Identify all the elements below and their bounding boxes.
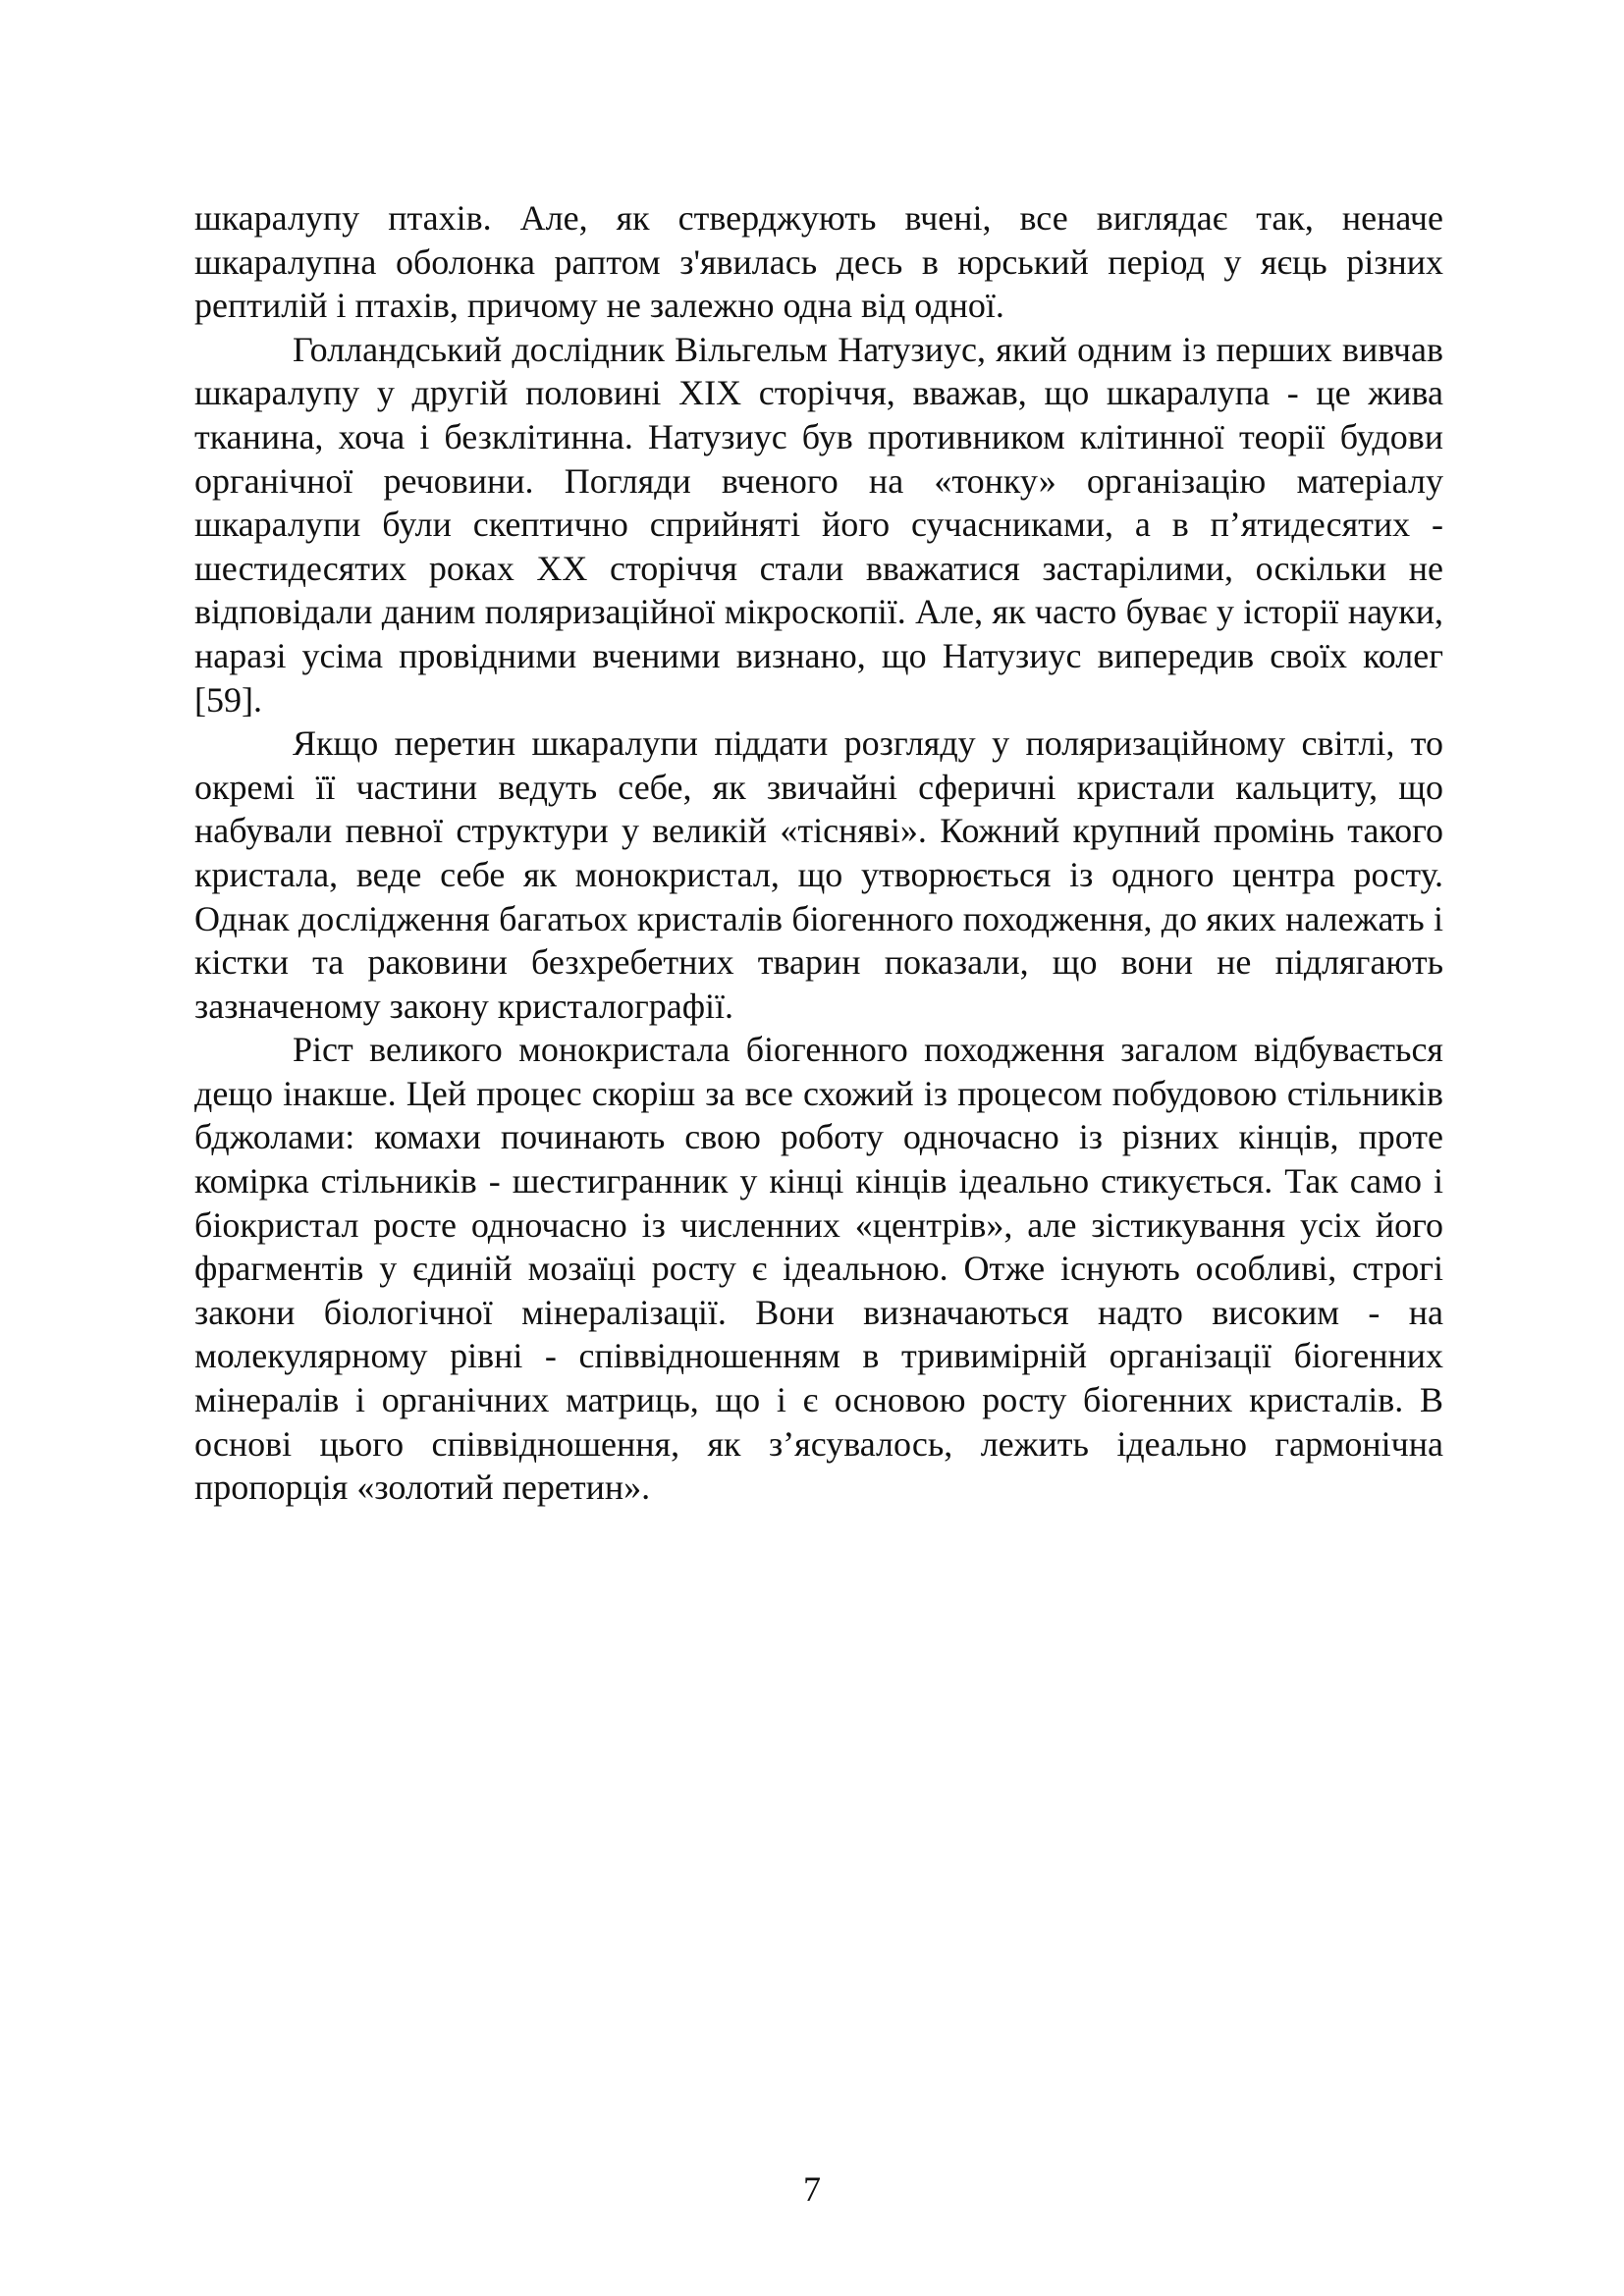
paragraph-monocrystal-growth: Ріст великого монокристала біогенного походження загалом відбувається дещо інакше. Цей процес скоріш за все схожий із процесом побудовою стільників бджолами: комахи починають свою роботу одночасно із різних кінців, проте комірка стільників - шестигранник у кінці кінців ідеально стикується. Так само і біокристал росте одночасно із численних «центрів», але зістикування усіх його фрагментів у єдиній мозаїці росту є ідеальною. Отже існують особливі, строгі закони біологічної мінералізації. Вони визначаються надто високим - на молекулярному рівні - співвідношенням в тривимірній організації біогенних мінералів і органічних матриць, що і є основою росту біогенних кристалів. В основі цього співвідношення, як з’ясувалось, лежить ідеально гармонічна пропорція «золотий перетин». <box>194 1030 1443 1508</box>
paragraph-natusius: Голландський дослідник Вільгельм Натузиус, який одним із перших вивчав шкаралупу у другій половині XIX сторіччя, вважав, що шкаралупа - це жива тканина, хоча і безклітинна. Натузиус був противником клітинної теорії будови органічної речовини. Погляди вченого на «тонку» організацію матеріалу шкаралупи були скептично сприйняті його сучасниками, а в п’ятидесятих - шестидесятих роках XX сторіччя стали вважатися застарілими, оскільки не відповідали даним поляризаційної мікроскопії. Але, як часто буває у історії науки, наразі усіма провідними вченими визнано, що Натузиус випередив своїх колег [59]. <box>194 329 1443 720</box>
page-number: 7 <box>803 2169 821 2209</box>
paragraph-polarized-light: Якщо перетин шкаралупи піддати розгляду у поляризаційному світлі, то окремі її частини ведуть себе, як звичайні сферичні кристали кальциту, що набували певної структури у великій «тісняві». Кожний крупний промінь такого кристала, веде себе як монокристал, що утворюється із одного центра росту. Однак дослідження багатьох кристалів біогенного походження, до яких належать і кістки та раковини безхребетних тварин показали, що вони не підлягають зазначеному закону кристалографії. <box>194 723 1443 1026</box>
page-body <box>194 196 1443 1510</box>
paragraph-continuation: шкаралупу птахів. Але, як стверджують вчені, все виглядає так, неначе шкаралупна оболонка раптом з'явилась десь в юрський період у яєць різних рептилій і птахів, причому не залежно одна від одної. <box>194 198 1443 326</box>
